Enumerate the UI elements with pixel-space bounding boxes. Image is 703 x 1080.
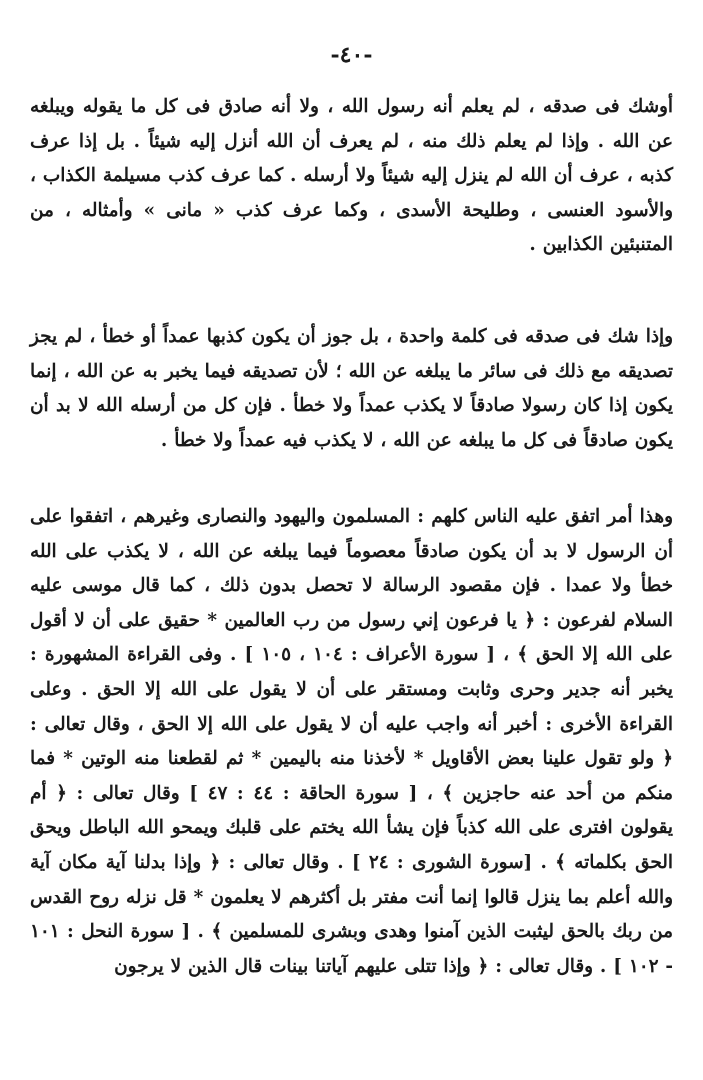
paragraph-3: وهذا أمر اتفق عليه الناس كلهم : المسلمون واليهود والنصارى وغيرهم ، اتفقوا على أن الرسول لا بد أن يكون صادقاً معصوماً فيما يبلغه عن الله ، لا يكذب على الله خطأ ولا عمدا . فإن مقصود الرسالة لا تحصل بدون ذلك ، كما قال موسى عليه السلام لفرعون : ﴿ يا فرعون إني رسول من رب العالمين * حقيق على أن لا أقول على الله إلا الحق ﴾ ، [ سورة الأعراف : ١٠٤ ، ١٠٥ ] . وفى القراءة المشهورة : يخبر أنه جدير وحرى وثابت ومستقر على أن لا يقول على الله إلا الحق . وعلى القراءة الأخرى : أخبر أنه واجب عليه أن لا يقول على الله إلا الحق ، وقال تعالى : ﴿ ولو تقول علينا بعض الأقاويل * لأخذنا منه باليمين * ثم لقطعنا منه الوتين * فما منكم من أحد عنه حاجزين ﴾ ، [ سورة الحاقة : ٤٤ : ٤٧ ] وقال تعالى : ﴿ أم يقولون افترى على الله كذباً فإن يشأ الله يختم على قلبك ويمحو الله الباطل ويحق الحق بكلماته ﴾ . [سورة الشورى : ٢٤ ] . وقال تعالى : ﴿ وإذا بدلنا آية مكان آية والله أعلم بما ينزل قالوا إنما أنت مفتر بل أكثرهم لا يعلمون * قل نزله روح القدس من ربك بالحق ليثبت الذين آمنوا وهدى وبشرى للمسلمين ﴾ . [ سورة النحل : ١٠١ - ١٠٢ ] . وقال تعالى : ﴿ وإذا تتلى عليهم آياتنا بينات قال الذين لا يرجون: [30, 506, 673, 977]
paragraph-2: وإذا شك فى صدقه فى كلمة واحدة ، بل جوز أن يكون كذبها عمداً أو خطأ ، لم يجز تصديقه مع ذلك فى سائر ما يبلغه عن الله ؛ لأن تصديقه فيما يخبر به عن الله ، إنما يكون إذا كان رسولا صادقاً لا يكذب عمداً ولا خطأ . فإن كل من أرسله الله لا بد أن يكون صادقاً فى كل ما يبلغه عن الله ، لا يكذب فيه عمداً ولا خطأ .: [30, 326, 673, 451]
paragraph-1: أوشك فى صدقه ، لم يعلم أنه رسول الله ، ولا أنه صادق فى كل ما يقوله ويبلغه عن الله . وإذا لم يعلم ذلك منه ، لم يعرف أن الله أنزل إليه شيئاً . بل إذا عرف كذبه ، عرف أن الله لم ينزل إليه شيئاً ولا أرسله . كما عرف كذب مسيلمة الكذاب ، والأسود العنسى ، وطليحة الأسدى ، وكما عرف كذب « مانى » وأمثاله ، من المتنبئين الكذابين .: [30, 96, 673, 256]
page-number: -٤٠-: [330, 42, 373, 68]
